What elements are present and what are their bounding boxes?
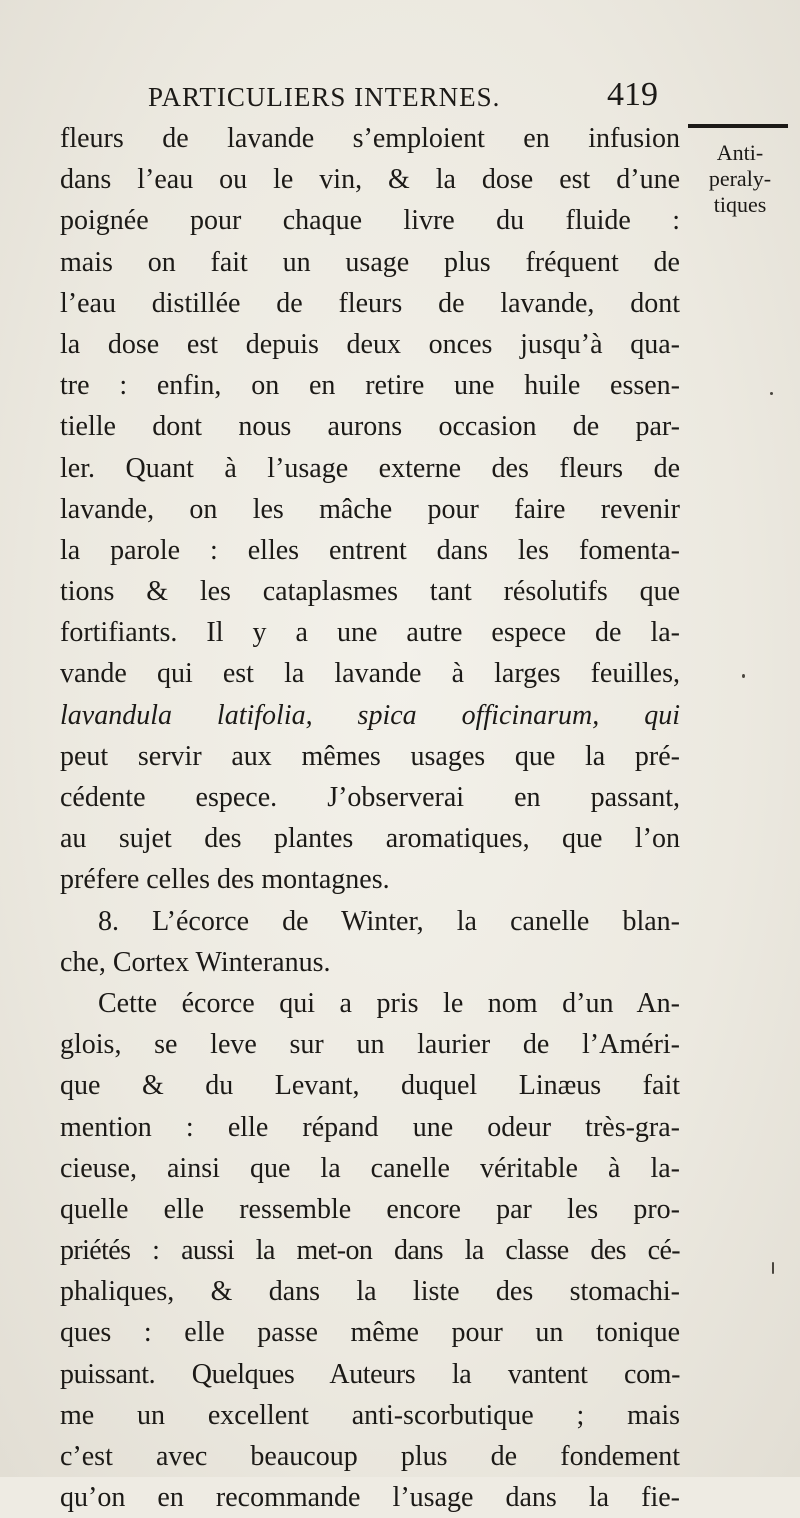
text-line: cédente espece. J’observerai en passant, xyxy=(60,782,680,813)
margin-note-line: peraly- xyxy=(708,166,772,191)
margin-note-line: Anti- xyxy=(716,140,764,165)
text-line: ques : elle passe même pour un tonique xyxy=(60,1317,680,1349)
text-line: phaliques, & dans la liste des stomachi- xyxy=(60,1276,680,1308)
text-line: préfere celles des montagnes. xyxy=(60,864,390,896)
paper-speck xyxy=(772,1262,774,1274)
text-line: tre : enfin, on en retire une huile essen- xyxy=(60,370,680,402)
text-line: poignée pour chaque livre du fluide : xyxy=(60,205,680,237)
text-line: glois, se leve sur un laurier de l’Améri- xyxy=(60,1029,680,1061)
text-line: peut servir aux mêmes usages que la pré- xyxy=(60,740,680,772)
text-line: mention : elle répand une odeur très-gra- xyxy=(60,1111,680,1143)
text-line: mais on fait un usage plus fréquent de xyxy=(60,246,680,278)
text-line: qu’on en recommande l’usage dans la fie- xyxy=(60,1482,680,1514)
page-number: 419 xyxy=(607,76,658,113)
section-heading-line: 8. L’écorce de Winter, la canelle blan- xyxy=(98,905,680,937)
text-line: au sujet des plantes aromatiques, que l’on xyxy=(60,823,680,855)
text-line: me un excellent anti-scorbutique ; mais xyxy=(60,1399,680,1431)
text-line: l’eau distillée de fleurs de lavande, dont xyxy=(60,287,680,319)
text-line: fleurs de lavande s’emploient en infusion xyxy=(60,123,680,154)
text-line: vande qui est la lavande à larges feuilles, xyxy=(60,658,680,690)
text-line: c’est avec beaucoup plus de fondement xyxy=(60,1441,680,1472)
text-line: tions & les cataplasmes tant résolutifs que xyxy=(60,576,680,608)
body-text xyxy=(60,118,680,1518)
text-line: la dose est depuis deux onces jusqu’à qua- xyxy=(60,328,680,360)
sidenote-rule xyxy=(688,124,788,128)
paper-speck xyxy=(742,674,745,678)
text-line: fortifiants. Il y a une autre espece de la- xyxy=(60,617,680,649)
paper-speck xyxy=(770,392,773,395)
margin-note-line: tiques xyxy=(713,192,767,217)
text-line: Cette écorce qui a pris le nom d’un An- xyxy=(98,987,680,1019)
text-line: quelle elle ressemble encore par les pro- xyxy=(60,1193,680,1225)
text-line: che, Cortex Winteranus. xyxy=(60,946,331,978)
text-line: que & du Levant, duquel Linæus fait xyxy=(60,1070,680,1102)
running-title: PARTICULIERS INTERNES. xyxy=(148,82,501,112)
text-line: cieuse, ainsi que la canelle véritable à la- xyxy=(60,1152,680,1184)
text-line: dans l’eau ou le vin, & la dose est d’une xyxy=(60,164,680,196)
text-line: puissant. Quelques Auteurs la vantent com- xyxy=(60,1358,680,1390)
text-line: la parole : elles entrent dans les fomenta- xyxy=(60,534,680,566)
text-line: ler. Quant à l’usage externe des fleurs de xyxy=(60,452,680,484)
margin-note xyxy=(690,140,790,218)
text-line-italic: lavandula latifolia, spica officinarum, qui xyxy=(60,699,680,731)
text-line: priétés : aussi la met-on dans la classe des cé- xyxy=(60,1235,680,1267)
text-line: tielle dont nous aurons occasion de par- xyxy=(60,411,680,443)
text-line: lavande, on les mâche pour faire revenir xyxy=(60,493,680,525)
